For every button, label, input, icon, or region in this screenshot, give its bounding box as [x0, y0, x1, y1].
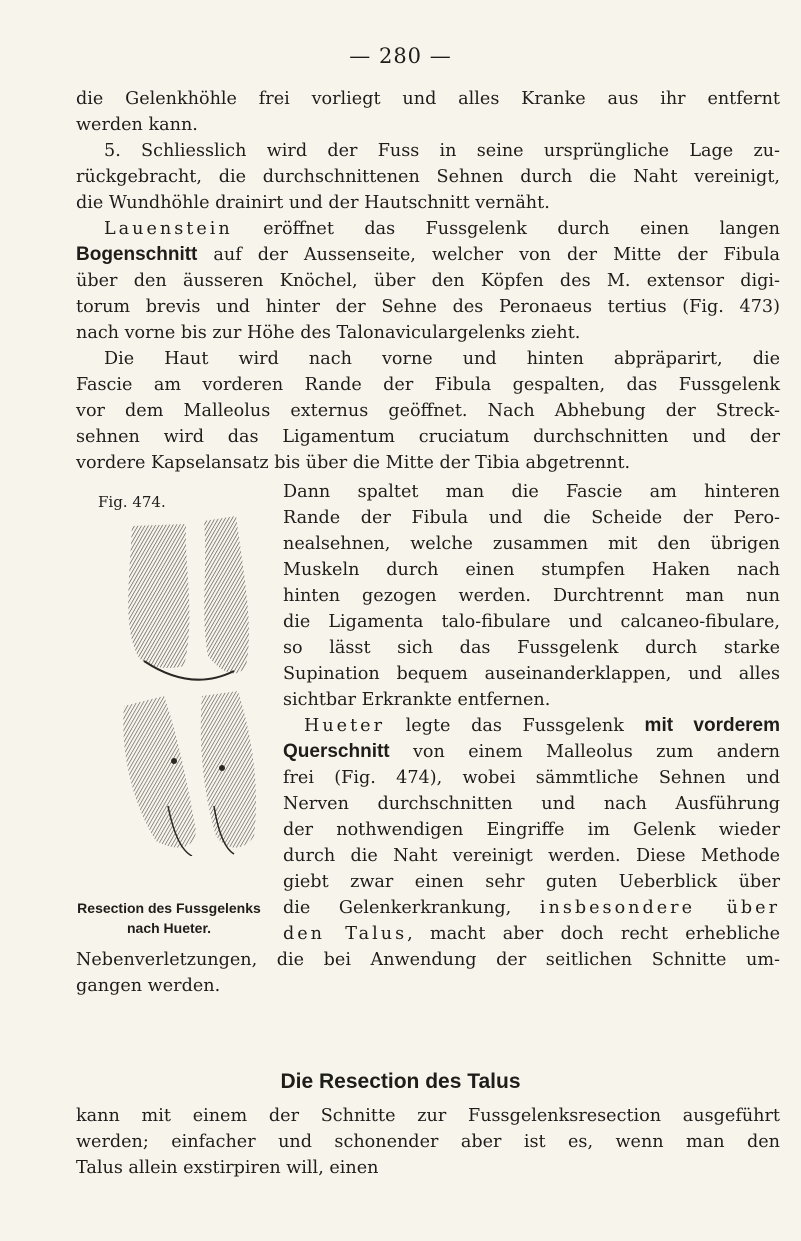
text-line: [283, 921, 780, 947]
text-line: Die Haut wird nach vorne und hinten abpräparirt, die: [104, 349, 780, 369]
text-line: die Wundhöhle drainirt und der Hautschnitt vernäht.: [76, 193, 550, 213]
text-line: vordere Kapselansatz bis über die Mitte der Tibia abgetrennt.: [76, 453, 631, 473]
text-run: legte das Fussgelenk: [384, 716, 645, 736]
emphasis-term: mit vorderem: [644, 715, 780, 736]
emphasis-term: Bogenschnitt: [76, 244, 198, 265]
text-line: sichtbar Erkrankte entfernen.: [283, 690, 551, 710]
emphasis-term: Querschnitt: [283, 741, 390, 762]
text-line: Muskeln durch einen stumpfen Haken nach: [283, 560, 780, 580]
figure-label: Fig. 474.: [98, 493, 166, 511]
spaced-text: den Talus: [283, 924, 408, 944]
text-line: rückgebracht, die durchschnittenen Sehnen durch die Naht vereinigt,: [76, 167, 780, 187]
text-line: der nothwendigen Eingriffe im Gelenk wieder: [283, 820, 780, 840]
text-line: [283, 739, 780, 765]
text-line: frei (Fig. 474), wobei sämmtliche Sehnen und: [283, 768, 780, 788]
text-line: durch die Naht vereinigt werden. Diese Methode: [283, 846, 780, 866]
text-run: von einem Malleolus zum andern: [389, 742, 780, 762]
text-line: Rande der Fibula und die Scheide der Pero-: [283, 508, 780, 528]
text-line: kann mit einem der Schnitte zur Fussgelenksresection ausgeführt: [76, 1106, 780, 1126]
figure-caption: nach Hueter.: [126, 920, 212, 936]
text-line: Dann spaltet man die Fascie am hinteren: [283, 482, 780, 502]
text-line: Talus allein exstirpiren will, einen: [76, 1158, 379, 1178]
text-line: nach vorne bis zur Höhe des Talonaviculargelenks zieht.: [76, 323, 581, 343]
text-line: Nerven durchschnitten und nach Ausführung: [283, 794, 780, 814]
text-line: werden kann.: [76, 115, 198, 135]
text-run: eröffnet das Fussgelenk durch einen langen: [232, 219, 780, 239]
text-line: [304, 713, 780, 739]
text-line: über den äusseren Knöchel, über den Köpfen des M. extensor digi-: [76, 271, 780, 291]
text-run: , macht aber doch recht erhebliche: [407, 924, 780, 944]
page-number: — 280 —: [349, 44, 452, 68]
text-line: sehnen wird das Ligamentum cruciatum durchschnitten und der: [76, 427, 780, 447]
text-line: gangen werden.: [76, 976, 221, 996]
author-name: Lauenstein: [104, 219, 233, 239]
text-line: [283, 895, 780, 921]
text-line: die Gelenkhöhle frei vorliegt und alles Kranke aus ihr entfernt: [76, 89, 780, 109]
text-line: [76, 242, 780, 268]
text-line: 5. Schliesslich wird der Fuss in seine ursprüngliche Lage zu-: [104, 141, 780, 161]
text-line: nealsehnen, welche zusammen mit den übrigen: [283, 534, 780, 554]
ankle-resection-illustration: [104, 506, 274, 856]
text-run: die Gelenkerkrankung,: [283, 898, 540, 918]
spaced-text: insbesondere über: [539, 898, 780, 918]
figure-caption: Resection des Fussgelenks: [77, 900, 261, 916]
text-line: Fascie am vorderen Rande der Fibula gespalten, das Fussgelenk: [76, 375, 780, 395]
text-line: torum brevis und hinter der Sehne des Peronaeus tertius (Fig. 473): [76, 297, 780, 317]
text-line: Nebenverletzungen, die bei Anwendung der seitlichen Schnitte um-: [76, 950, 780, 970]
text-line: hinten gezogen werden. Durchtrennt man nun: [283, 586, 780, 606]
text-line: die Ligamenta talo-fibulare und calcaneo-fibulare,: [283, 612, 780, 632]
text-line: [104, 216, 780, 242]
text-line: werden; einfacher und schonender aber ist es, wenn man den: [76, 1132, 780, 1152]
author-name: Hueter: [304, 716, 385, 736]
text-line: Supination bequem auseinanderklappen, und alles: [283, 664, 780, 684]
text-run: auf der Aussenseite, welcher von der Mitte der Fibula: [197, 245, 780, 265]
section-heading: Die Resection des Talus: [280, 1070, 521, 1093]
text-line: giebt zwar einen sehr guten Ueberblick über: [283, 872, 780, 892]
text-line: so lässt sich das Fussgelenk durch starke: [283, 638, 780, 658]
text-line: vor dem Malleolus externus geöffnet. Nach Abhebung der Streck-: [76, 401, 780, 421]
